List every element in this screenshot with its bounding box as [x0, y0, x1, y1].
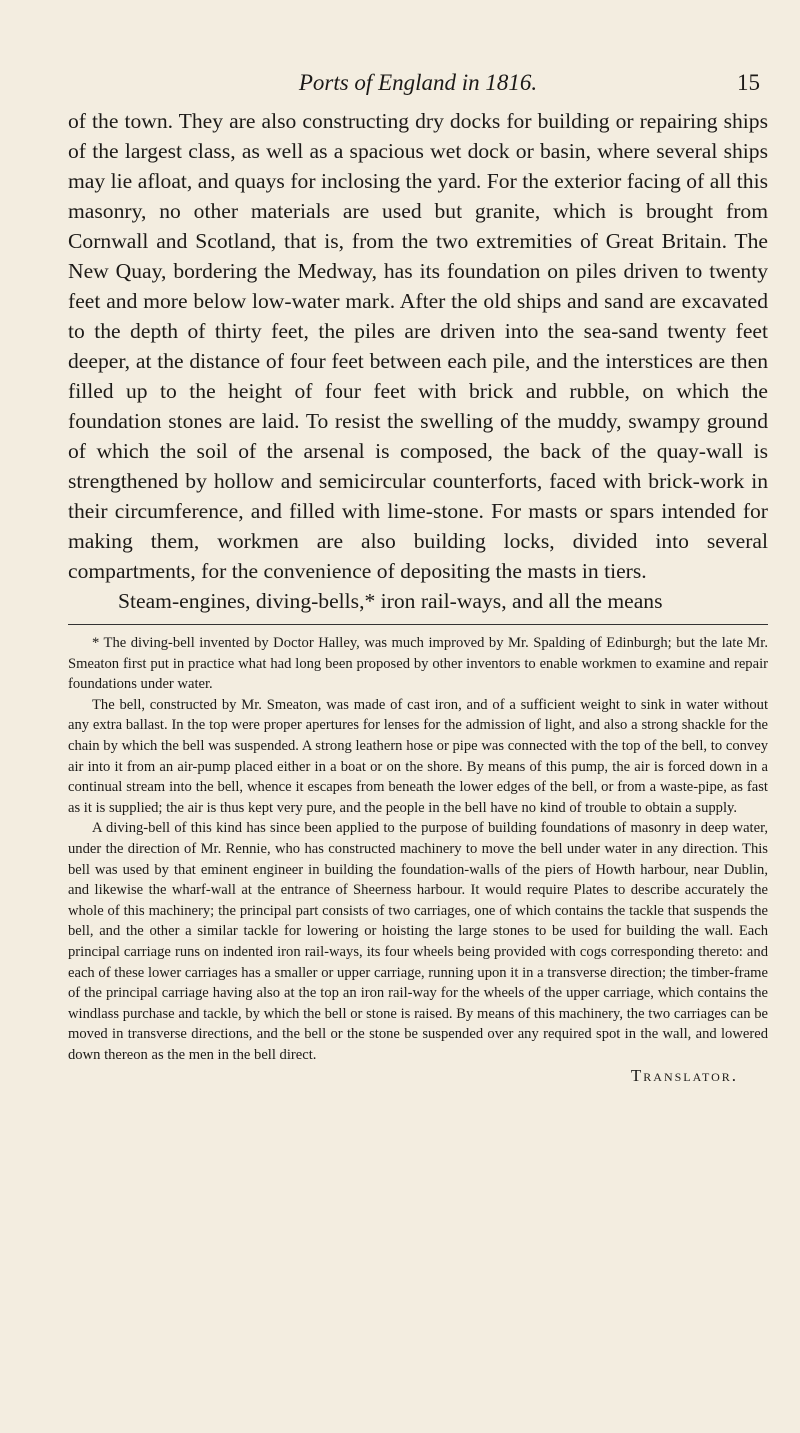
- main-text: [68, 106, 768, 616]
- running-head: [68, 70, 768, 106]
- body-paragraph: Steam-engines, diving-bells,* iron rail-ways, and all the means: [118, 589, 663, 613]
- footnote-paragraph: A diving-bell of this kind has since been applied to the purpose of building foundations of masonry in deep water, under the direction of Mr. Rennie, who has constructed machinery to move the bell under water in any direction. This bell was used by that eminent engineer in building the foundation-walls of the piers of Howth harbour, near Dublin, and likewise the wharf-wall at the entrance of Sheerness harbour. It would require Plates to describe accurately the whole of this machinery; the principal part consists of two carriages, one of which contains the tackle that suspends the bell, and the other a similar tackle for lowering or hoisting the large stones to be used for building the wall. Each principal carriage runs on indented iron rail-ways, its four wheels being provided with cogs corresponding thereto: and each of these lower carriages has a smaller or upper carriage, running upon it in a transverse direction; the timber-frame of the principal carriage having also at the top an iron rail-way for the wheels of the upper carriage, which contains the windlass purchase and tackle, by which the bell or stone is raised. By means of this machinery, the two carriages can be moved in transverse directions, and the bell or the stone be suspended over any required spot in the wall, and lowered down thereon as the men in the bell direct.: [68, 820, 768, 1063]
- footnote-paragraph: The bell, constructed by Mr. Smeaton, was made of cast iron, and of a sufficient weight to sink in water without any extra ballast. In the top were proper apertures for lenses for the admission of light, and also a strong shackle for the chain by which the bell was suspended. A strong leathern hose or pipe was connected with the top of the bell, to convey air into it from an air-pump placed either in a boat or on the shore. By means of this pump, the air is forced down in a continual stream into the bell, whence it escapes from beneath the lower edges of the bell, or from a waste-pipe, as fast as it is supplied; the air is thus kept very pure, and the people in the bell have no kind of trouble to obtain a supply.: [68, 696, 768, 816]
- page-number: 15: [737, 70, 760, 95]
- book-page: [68, 70, 768, 1087]
- body-paragraph: of the town. They are also constructing dry docks for building or repairing ships of the largest class, as well as a spacious wet dock or basin, where several ships may lie afloat, and quays for inclosing the yard. For the exterior facing of all this masonry, no other materials are used but granite, which is brought from Cornwall and Scotland, that is, from the two extremities of Great Britain. The New Quay, bordering the Medway, has its foundation on piles driven to twenty feet and more below low-water mark. After the old ships and sand are excavated to the depth of thirty feet, the piles are driven into the sea-sand twenty feet deeper, at the distance of four feet between each pile, and the interstices are then filled up to the height of four feet with brick and rubble, on which the foundation stones are laid. To resist the swelling of the muddy, swampy ground of which the soil of the arsenal is composed, the back of the quay-wall is strengthened by hollow and semicircular counterforts, faced with brick-work in their circumference, and filled with lime-stone. For masts or spars intended for making them, workmen are also building locks, divided into several compartments, for the convenience of depositing the masts in tiers.: [68, 109, 768, 583]
- running-title: Ports of England in 1816.: [298, 70, 538, 95]
- footnote-signature: Translator.: [630, 1066, 738, 1086]
- footnote: [68, 633, 768, 1087]
- footnote-rule: [68, 624, 768, 625]
- footnote-paragraph: * The diving-bell invented by Doctor Halley, was much improved by Mr. Spalding of Edinburgh; but the late Mr. Smeaton first put in practice what had long been proposed by other inventors to enable workmen to examine and repair foundations under water.: [68, 635, 768, 693]
